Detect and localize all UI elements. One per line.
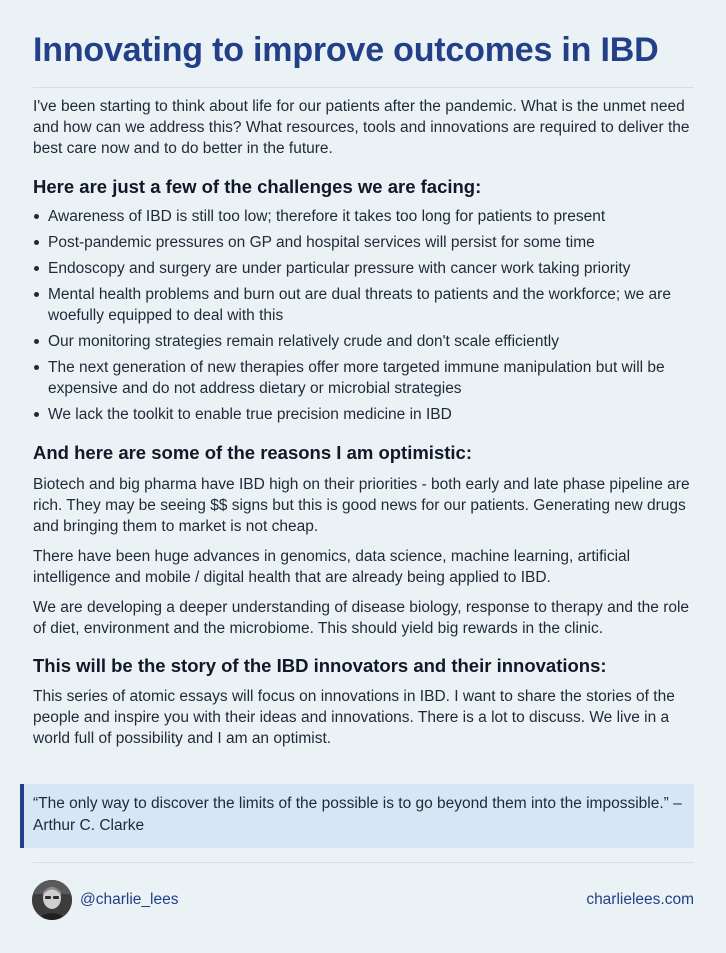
bullet-icon [34, 214, 39, 219]
list-item [33, 232, 694, 253]
list-item-text: Awareness of IBD is still too low; therefore it takes too long for patients to present [48, 208, 606, 225]
intro-paragraph: I've been starting to think about life for our patients after the pandemic. What is the unmet need and how can we address this? What resources, tools and innovations are required to deliver the best care now and to do better in the future. [33, 98, 690, 157]
bullet-icon [34, 240, 39, 245]
list-item-text: Our monitoring strategies remain relatively crude and don't scale efficiently [48, 333, 559, 350]
list-item [33, 404, 694, 425]
bullet-icon [34, 365, 39, 370]
social-handle-link[interactable]: @charlie_lees [80, 891, 179, 908]
optimism-paragraph-3: We are developing a deeper understanding of disease biology, response to therapy and the role of diet, environment and the microbiome. This should yield big rewards in the clinic. [33, 599, 690, 637]
optimism-paragraph-1: Biotech and big pharma have IBD high on their priorities - both early and late phase pipeline are rich. They may be seeing $$ signs but this is good news for our patients. Generating new drugs and bringing them to market is not cheap. [33, 476, 690, 535]
footer-divider [33, 862, 694, 863]
optimism-heading: And here are some of the reasons I am optimistic: [33, 442, 472, 463]
essay-page [33, 0, 694, 749]
quote-block [20, 784, 694, 848]
challenges-list [33, 206, 694, 425]
bullet-icon [34, 412, 39, 417]
story-paragraph: This series of atomic essays will focus on innovations in IBD. I want to share the stories of the people and inspire you with their ideas and innovations. There is a lot to discuss. We live in a world full of possibility and I am an optimist. [33, 688, 675, 747]
list-item [33, 331, 694, 352]
avatar-portrait-icon [32, 880, 72, 920]
bullet-icon [34, 339, 39, 344]
avatar [32, 880, 72, 920]
list-item [33, 357, 694, 399]
list-item [33, 258, 694, 279]
list-item-text: We lack the toolkit to enable true precision medicine in IBD [48, 406, 452, 423]
story-heading: This will be the story of the IBD innovators and their innovations: [33, 655, 607, 676]
list-item [33, 284, 694, 326]
page-title: Innovating to improve outcomes in IBD [33, 31, 659, 69]
bullet-icon [34, 266, 39, 271]
website-link[interactable]: charlielees.com [586, 891, 694, 908]
list-item-text: Post-pandemic pressures on GP and hospital services will persist for some time [48, 234, 595, 251]
list-item-text: Endoscopy and surgery are under particular pressure with cancer work taking priority [48, 260, 631, 277]
list-item-text: Mental health problems and burn out are dual threats to patients and the workforce; we are woefully equipped to deal with this [48, 286, 671, 324]
optimism-paragraph-2: There have been huge advances in genomics, data science, machine learning, artificial intelligence and mobile / digital health that are already being applied to IBD. [33, 548, 631, 586]
list-item [33, 206, 694, 227]
bullet-icon [34, 292, 39, 297]
list-item-text: The next generation of new therapies offer more targeted immune manipulation but will be expensive and do not address dietary or microbial strategies [48, 359, 665, 397]
challenges-heading: Here are just a few of the challenges we are facing: [33, 176, 482, 197]
quote-text: “The only way to discover the limits of the possible is to go beyond them into the impossible.” –Arthur C. Clarke [33, 795, 682, 834]
title-divider [33, 87, 694, 88]
